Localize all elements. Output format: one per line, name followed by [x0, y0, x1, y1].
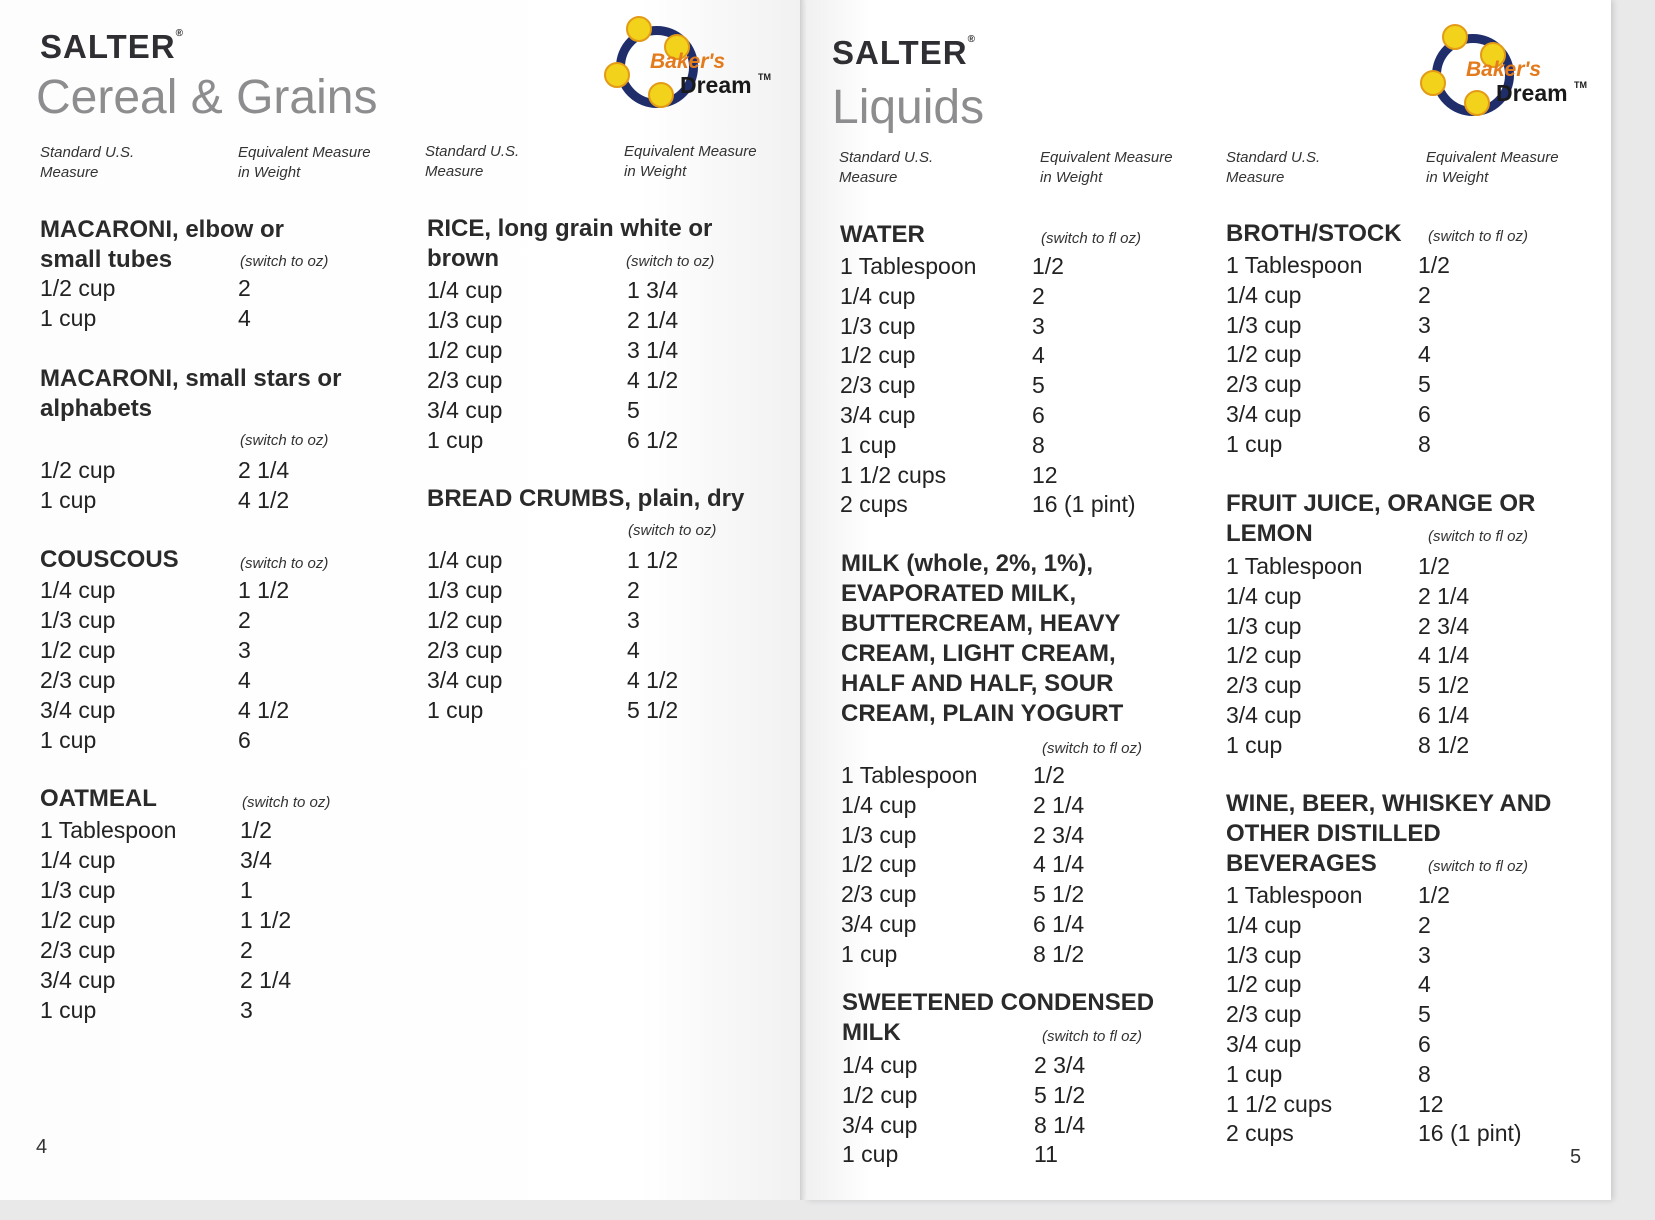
measure-cell: 1/2 cup: [40, 637, 116, 663]
table-row: [1226, 1029, 1586, 1059]
page-title: Cereal & Grains: [36, 71, 378, 124]
table-row: [841, 879, 1201, 909]
switch-unit-note: (switch to oz): [626, 253, 715, 270]
switch-unit-note: (switch to fl oz): [1428, 858, 1529, 875]
table-row: [840, 340, 1200, 370]
measure-cell: 2 cups: [1226, 1120, 1294, 1147]
section-title: BROTH/STOCK: [1226, 220, 1402, 247]
weight-cell: 5 1/2: [627, 697, 679, 723]
measure-cell: 1 1/2 cups: [1226, 1090, 1333, 1117]
measure-cell: 1/3 cup: [40, 607, 116, 633]
weight-cell: 2: [1418, 281, 1431, 308]
page-number: 5: [1570, 1146, 1582, 1168]
measure-cell: 1 Tablespoon: [40, 817, 177, 843]
page-title: Liquids: [832, 81, 985, 134]
table-row: [40, 995, 400, 1025]
table-row: [840, 311, 1200, 341]
weight-cell: 4 1/2: [238, 487, 290, 513]
weight-cell: 1 1/2: [238, 577, 290, 603]
measure-cell: 2/3 cup: [840, 372, 916, 399]
weight-cell: 2 3/4: [1033, 821, 1085, 848]
table-row: [1226, 399, 1586, 429]
measure-cell: 1/3 cup: [40, 877, 116, 903]
weight-cell: 4 1/2: [238, 697, 290, 723]
table-row: [842, 1110, 1202, 1140]
weight-cell: 5: [1418, 371, 1431, 398]
table-row: [1226, 429, 1586, 459]
table-row: [1226, 910, 1586, 940]
table-row: [840, 251, 1200, 281]
table-row: [1226, 940, 1586, 970]
measure-cell: 2/3 cup: [40, 937, 116, 963]
table-row: [427, 305, 787, 335]
weight-cell: 6 1/4: [1033, 911, 1085, 937]
weight-cell: 4: [1032, 342, 1045, 369]
measure-cell: 3/4 cup: [40, 697, 116, 723]
measure-cell: 1 cup: [840, 431, 897, 458]
switch-unit-note: (switch to oz): [240, 555, 329, 572]
measure-cell: 1 cup: [40, 727, 97, 753]
table-row: [40, 935, 400, 965]
brand-logo: SALTER®: [40, 28, 184, 65]
switch-unit-note: (switch to oz): [628, 522, 717, 539]
weight-cell: 2: [240, 937, 253, 963]
section-title: OATMEAL: [40, 785, 157, 812]
measure-cell: 1/2 cup: [40, 275, 116, 301]
col-header-standard: Standard U.S. Measure: [425, 143, 520, 180]
weight-cell: 3: [1418, 311, 1431, 338]
section-title: MACARONI, small stars or alphabets: [40, 365, 342, 422]
weight-cell: 4 1/4: [1418, 642, 1470, 669]
table-row: [1226, 250, 1586, 280]
table-row: [40, 455, 400, 485]
measure-cell: 1 1/2 cups: [840, 461, 947, 488]
table-row: [1226, 339, 1586, 369]
measure-cell: 1 cup: [842, 1141, 899, 1168]
measure-cell: 3/4 cup: [40, 967, 116, 993]
table-row: [427, 275, 787, 305]
table-row: [1226, 1089, 1586, 1119]
table-row: [1226, 700, 1586, 730]
measure-cell: 1/3 cup: [841, 821, 917, 848]
weight-cell: 4: [627, 637, 640, 663]
weight-cell: 5: [627, 397, 640, 423]
bakers-dream-logo: Baker's Dream TM: [1414, 20, 1604, 130]
section-title: MACARONI, elbow or small tubes: [40, 216, 284, 273]
section-title: RICE, long grain white or brown: [427, 215, 713, 272]
table-row: [1226, 581, 1586, 611]
table-row: [40, 665, 400, 695]
weight-cell: 8 1/4: [1034, 1111, 1086, 1138]
section-title: COUSCOUS: [40, 546, 179, 573]
weight-cell: 3: [240, 997, 253, 1023]
table-row: [40, 875, 400, 905]
measure-cell: 1 cup: [1226, 731, 1283, 758]
measure-cell: 1/2 cup: [1226, 341, 1302, 368]
measure-cell: 1 cup: [1226, 1060, 1283, 1087]
table-row: [840, 430, 1200, 460]
weight-cell: 6: [1418, 401, 1431, 427]
table-row: [1226, 999, 1586, 1029]
section-title: MILK (whole, 2%, 1%), EVAPORATED MILK, BUTTERCREAM, HEAVY CREAM, LIGHT CREAM, HALF AND HALF, SOUR CREAM, PLAIN YOGURT: [841, 550, 1124, 727]
table-row: [40, 273, 400, 303]
measure-cell: 1 Tablespoon: [1226, 882, 1363, 908]
weight-cell: 12: [1032, 461, 1058, 488]
switch-unit-note: (switch to oz): [240, 253, 329, 270]
measure-cell: 1/3 cup: [427, 577, 503, 603]
measure-cell: 1/2 cup: [40, 907, 116, 933]
weight-cell: 2 1/4: [238, 457, 290, 483]
table-row: [427, 695, 787, 725]
table-row: [40, 845, 400, 875]
measure-cell: 1/2 cup: [841, 851, 917, 878]
col-header-standard: Standard U.S. Measure: [1226, 149, 1321, 186]
switch-unit-note: (switch to fl oz): [1042, 740, 1143, 757]
section-title: BREAD CRUMBS, plain, dry: [427, 485, 745, 512]
table-row: [427, 665, 787, 695]
weight-cell: 6: [1032, 402, 1045, 428]
table-row: [1226, 640, 1586, 670]
weight-cell: 2: [627, 577, 640, 603]
table-row: [427, 425, 787, 455]
weight-cell: 16 (1 pint): [1032, 491, 1136, 518]
measure-cell: 1 cup: [40, 487, 97, 513]
weight-cell: 16 (1 pint): [1418, 1120, 1522, 1147]
weight-cell: 6: [238, 727, 251, 753]
measure-cell: 2/3 cup: [427, 637, 503, 663]
table-row: [1226, 310, 1586, 340]
table-row: [427, 575, 787, 605]
measure-cell: 1/3 cup: [427, 307, 503, 333]
table-row: [40, 695, 400, 725]
weight-cell: 3 1/4: [627, 337, 679, 363]
table-row: [427, 365, 787, 395]
weight-cell: 2 1/4: [240, 967, 292, 993]
weight-cell: 5 1/2: [1034, 1081, 1086, 1108]
measure-cell: 1 Tablespoon: [841, 762, 978, 788]
weight-cell: 1 3/4: [627, 277, 679, 303]
measure-cell: 1/4 cup: [427, 277, 503, 303]
table-row: [1226, 730, 1586, 760]
measure-cell: 1/4 cup: [841, 791, 917, 818]
table-row: [427, 635, 787, 665]
measure-cell: 3/4 cup: [842, 1111, 918, 1138]
table-row: [1226, 551, 1586, 581]
table-row: [40, 485, 400, 515]
measure-cell: 1 Tablespoon: [1226, 252, 1363, 278]
page-number: 4: [36, 1136, 48, 1158]
table-row: [841, 849, 1201, 879]
measure-cell: 2/3 cup: [1226, 672, 1302, 699]
table-row: [842, 1139, 1202, 1169]
table-row: [1226, 880, 1586, 910]
col-header-standard: Standard U.S. Measure: [40, 144, 135, 181]
measure-cell: 1/3 cup: [840, 312, 916, 339]
measure-cell: 3/4 cup: [427, 397, 503, 423]
table-row: [40, 725, 400, 755]
weight-cell: 1: [240, 877, 253, 903]
weight-cell: 2: [1032, 282, 1045, 309]
table-row: [841, 909, 1201, 939]
weight-cell: 8: [1032, 431, 1045, 458]
weight-cell: 6 1/4: [1418, 702, 1470, 728]
table-row: [40, 965, 400, 995]
table-row: [1226, 280, 1586, 310]
weight-cell: 11: [1034, 1141, 1058, 1168]
weight-cell: 8 1/2: [1033, 940, 1085, 967]
measure-cell: 1/3 cup: [1226, 941, 1302, 968]
measure-cell: 1/4 cup: [1226, 281, 1302, 308]
measure-cell: 1 cup: [40, 997, 97, 1023]
measure-cell: 1/2 cup: [1226, 971, 1302, 998]
measure-cell: 1/2 cup: [840, 342, 916, 369]
measure-cell: 3/4 cup: [840, 402, 916, 428]
section-title: FRUIT JUICE, ORANGE OR LEMON: [1226, 490, 1536, 547]
table-row: [842, 1050, 1202, 1080]
weight-cell: 1/2: [1418, 553, 1450, 579]
col-header-equivalent: Equivalent Measure in Weight: [238, 144, 371, 181]
weight-cell: 3: [627, 607, 640, 633]
measure-cell: 1 cup: [1226, 430, 1283, 457]
weight-cell: 2: [1418, 911, 1431, 938]
weight-cell: 6: [1418, 1031, 1431, 1057]
weight-cell: 4 1/2: [627, 667, 679, 693]
weight-cell: 4 1/2: [627, 367, 679, 393]
weight-cell: 1/2: [240, 817, 272, 843]
weight-cell: 2 1/4: [1418, 582, 1470, 609]
table-row: [1226, 611, 1586, 641]
measure-cell: 1/3 cup: [1226, 612, 1302, 639]
table-row: [1226, 1118, 1586, 1148]
table-row: [1226, 1059, 1586, 1089]
weight-cell: 1/2: [1032, 253, 1064, 279]
table-row: [40, 815, 400, 845]
measure-cell: 1/3 cup: [1226, 311, 1302, 338]
weight-cell: 2: [238, 607, 251, 633]
measure-cell: 1/4 cup: [40, 847, 116, 873]
table-row: [841, 939, 1201, 969]
table-row: [40, 905, 400, 935]
weight-cell: 3: [1032, 312, 1045, 339]
weight-cell: 2: [238, 275, 251, 301]
measure-cell: 1/4 cup: [842, 1052, 918, 1078]
table-row: [1226, 670, 1586, 700]
table-row: [40, 303, 400, 333]
weight-cell: 12: [1418, 1090, 1444, 1117]
switch-unit-note: (switch to oz): [240, 432, 329, 449]
measure-cell: 1 cup: [40, 305, 97, 331]
weight-cell: 2 3/4: [1418, 612, 1470, 639]
weight-cell: 5: [1032, 372, 1045, 399]
table-row: [840, 370, 1200, 400]
measure-cell: 3/4 cup: [841, 911, 917, 937]
weight-cell: 1/2: [1418, 252, 1450, 278]
switch-unit-note: (switch to oz): [242, 794, 331, 811]
measure-cell: 1 Tablespoon: [1226, 553, 1363, 579]
table-row: [40, 605, 400, 635]
weight-cell: 1 1/2: [240, 907, 292, 933]
measure-cell: 1 cup: [427, 697, 484, 723]
weight-cell: 8: [1418, 1060, 1431, 1087]
measure-cell: 3/4 cup: [1226, 702, 1302, 728]
weight-cell: 3/4: [240, 847, 272, 873]
col-header-equivalent: Equivalent Measure in Weight: [624, 143, 757, 180]
measure-cell: 1 cup: [427, 427, 484, 453]
switch-unit-note: (switch to fl oz): [1042, 1028, 1143, 1045]
measure-cell: 1 Tablespoon: [840, 253, 977, 279]
table-row: [842, 1080, 1202, 1110]
table-row: [840, 400, 1200, 430]
table-row: [1226, 969, 1586, 999]
weight-cell: 5 1/2: [1418, 672, 1470, 699]
weight-cell: 4: [238, 667, 251, 693]
col-header-equivalent: Equivalent Measure in Weight: [1426, 149, 1559, 186]
table-row: [427, 545, 787, 575]
weight-cell: 1/2: [1033, 762, 1065, 788]
bakers-dream-logo: Baker's Dream TM: [598, 12, 788, 122]
measure-cell: 2 cups: [840, 491, 908, 518]
measure-cell: 1 cup: [841, 940, 898, 967]
measure-cell: 1/2 cup: [1226, 642, 1302, 669]
weight-cell: 2 1/4: [627, 307, 679, 333]
measure-cell: 1/2 cup: [40, 457, 116, 483]
table-row: [427, 395, 787, 425]
table-row: [840, 460, 1200, 490]
table-row: [40, 575, 400, 605]
weight-cell: 2 3/4: [1034, 1052, 1086, 1078]
measure-cell: 1/4 cup: [1226, 911, 1302, 938]
switch-unit-note: (switch to fl oz): [1428, 228, 1529, 245]
measure-cell: 1/4 cup: [427, 547, 503, 573]
measure-cell: 3/4 cup: [1226, 401, 1302, 427]
measure-cell: 1/4 cup: [1226, 582, 1302, 609]
measure-cell: 2/3 cup: [40, 667, 116, 693]
right-page: [806, 0, 1611, 1200]
measure-cell: 3/4 cup: [1226, 1031, 1302, 1057]
measure-cell: 1/4 cup: [40, 577, 116, 603]
weight-cell: 3: [1418, 941, 1431, 968]
section-title: WATER: [840, 221, 925, 248]
measure-cell: 1/2 cup: [427, 337, 503, 363]
weight-cell: 8 1/2: [1418, 731, 1470, 758]
table-row: [841, 760, 1201, 790]
weight-cell: 2 1/4: [1033, 791, 1085, 818]
weight-cell: 1 1/2: [627, 547, 679, 573]
measure-cell: 3/4 cup: [427, 667, 503, 693]
table-row: [427, 605, 787, 635]
col-header-equivalent: Equivalent Measure in Weight: [1040, 149, 1173, 186]
col-header-standard: Standard U.S. Measure: [839, 149, 934, 186]
table-row: [840, 489, 1200, 519]
weight-cell: 5 1/2: [1033, 881, 1085, 908]
brand-logo: SALTER®: [832, 34, 976, 71]
measure-cell: 2/3 cup: [841, 881, 917, 908]
left-page: [0, 0, 800, 1200]
table-row: [427, 335, 787, 365]
table-row: [1226, 369, 1586, 399]
weight-cell: 3: [238, 637, 251, 663]
measure-cell: 1/2 cup: [427, 607, 503, 633]
measure-cell: 2/3 cup: [427, 367, 503, 393]
table-row: [841, 820, 1201, 850]
measure-cell: 1/4 cup: [840, 282, 916, 309]
weight-cell: 6 1/2: [627, 427, 679, 453]
table-row: [840, 281, 1200, 311]
measure-cell: 1/2 cup: [842, 1081, 918, 1108]
section-title: WINE, BEER, WHISKEY AND OTHER DISTILLED BEVERAGES: [1226, 790, 1552, 877]
switch-unit-note: (switch to fl oz): [1041, 230, 1142, 247]
measure-cell: 2/3 cup: [1226, 371, 1302, 398]
weight-cell: 4 1/4: [1033, 851, 1085, 878]
table-row: [841, 790, 1201, 820]
switch-unit-note: (switch to fl oz): [1428, 528, 1529, 545]
weight-cell: 4: [238, 305, 251, 331]
weight-cell: 8: [1418, 430, 1431, 457]
weight-cell: 1/2: [1418, 882, 1450, 908]
weight-cell: 4: [1418, 341, 1431, 368]
table-row: [40, 635, 400, 665]
measure-cell: 2/3 cup: [1226, 1001, 1302, 1028]
section-title: SWEETENED CONDENSED MILK: [842, 989, 1155, 1046]
weight-cell: 4: [1418, 971, 1431, 998]
weight-cell: 5: [1418, 1001, 1431, 1028]
